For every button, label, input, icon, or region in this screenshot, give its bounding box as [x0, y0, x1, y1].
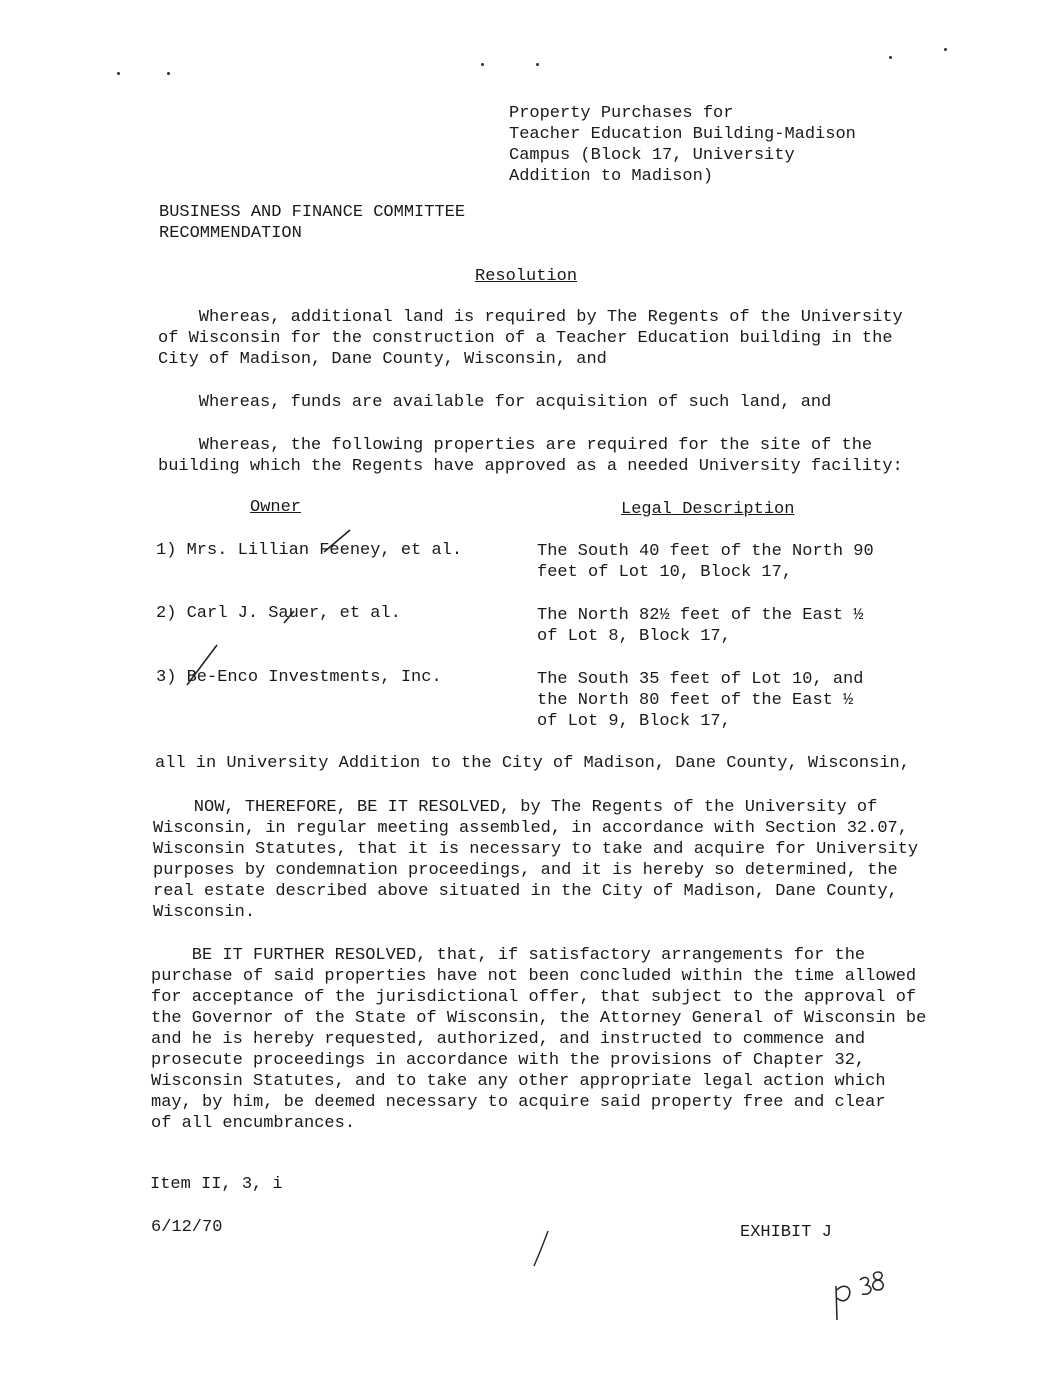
property-owner-2: 2) Carl J. Sauer, et al.: [156, 604, 401, 623]
scan-speck: [117, 72, 120, 75]
exhibit-label: EXHIBIT J: [740, 1223, 832, 1242]
further-resolved-paragraph: BE IT FURTHER RESOLVED, that, if satisfactory arrangements for the purchase of said properties have not been concluded within the time allowed for acceptance of the jurisdictional offer, that subject to the approval of the Governor of the State of Wisconsin, the Attorney General of Wisconsin be and he is hereby requested, authorized, and instructed to commence and prosecute proceedings in accordance with the provisions of Chapter 32, Wisconsin Statutes, and to take any other appropriate legal action which may, by him, be deemed necessary to acquire said property free and clear of all encumbrances.: [151, 946, 927, 1133]
property-owner-3: 3) Be-Enco Investments, Inc.: [156, 668, 442, 687]
legal-description-2: The North 82½ feet of the East ½ of Lot 8, Block 17,: [537, 606, 864, 646]
document-title: Resolution: [475, 267, 578, 286]
document-subject: Property Purchases for Teacher Education Building-Madison Campus (Block 17, University Addition to Madison): [509, 104, 856, 186]
whereas-paragraph-3: Whereas, the following properties are required for the site of the building which the Regents have approved as a needed University facility:: [158, 436, 903, 476]
handwritten-check-mark: [183, 643, 219, 687]
scan-speck: [889, 56, 892, 59]
scan-speck: [167, 72, 170, 75]
legal-description-1: The South 40 feet of the North 90 feet of Lot 10, Block 17,: [537, 542, 874, 582]
scan-speck: [536, 63, 539, 66]
resolved-paragraph: NOW, THEREFORE, BE IT RESOLVED, by The Regents of the University of Wisconsin, in regular meeting assembled, in accordance with Section 32.07, Wisconsin Statutes, that it is necessary to take and acquire for University purposes by condemnation proceedings, and it is hereby so determined, the real estate described above situated in the City of Madison, Dane County, Wisconsin.: [153, 798, 919, 922]
whereas-paragraph-2: Whereas, funds are available for acquisition of such land, and: [158, 393, 832, 412]
handwritten-page-number: [828, 1268, 892, 1326]
legal-description-3: The South 35 feet of Lot 10, and the North 80 feet of the East ½ of Lot 9, Block 17,: [537, 670, 864, 731]
whereas-paragraph-1: Whereas, additional land is required by The Regents of the University of Wisconsin for the construction of a Teacher Education building in the City of Madison, Dane County, Wisconsin, and: [158, 308, 903, 369]
handwritten-check-mark: [322, 528, 352, 554]
committee-label: BUSINESS AND FINANCE COMMITTEE RECOMMENDATION: [159, 203, 466, 243]
property-owner-1: 1) Mrs. Lillian Feeney, et al.: [156, 541, 463, 560]
document-date: 6/12/70: [151, 1218, 223, 1237]
legal-description-column-header: Legal Description: [621, 500, 795, 519]
handwritten-stroke: [530, 1228, 554, 1270]
location-statement: all in University Addition to the City of Madison, Dane County, Wisconsin,: [155, 754, 910, 773]
owner-column-header: Owner: [250, 498, 302, 517]
handwritten-check-mark: [281, 606, 297, 626]
scan-speck: [481, 63, 484, 66]
agenda-item: Item II, 3, i: [150, 1175, 283, 1194]
scan-speck: [944, 48, 947, 51]
